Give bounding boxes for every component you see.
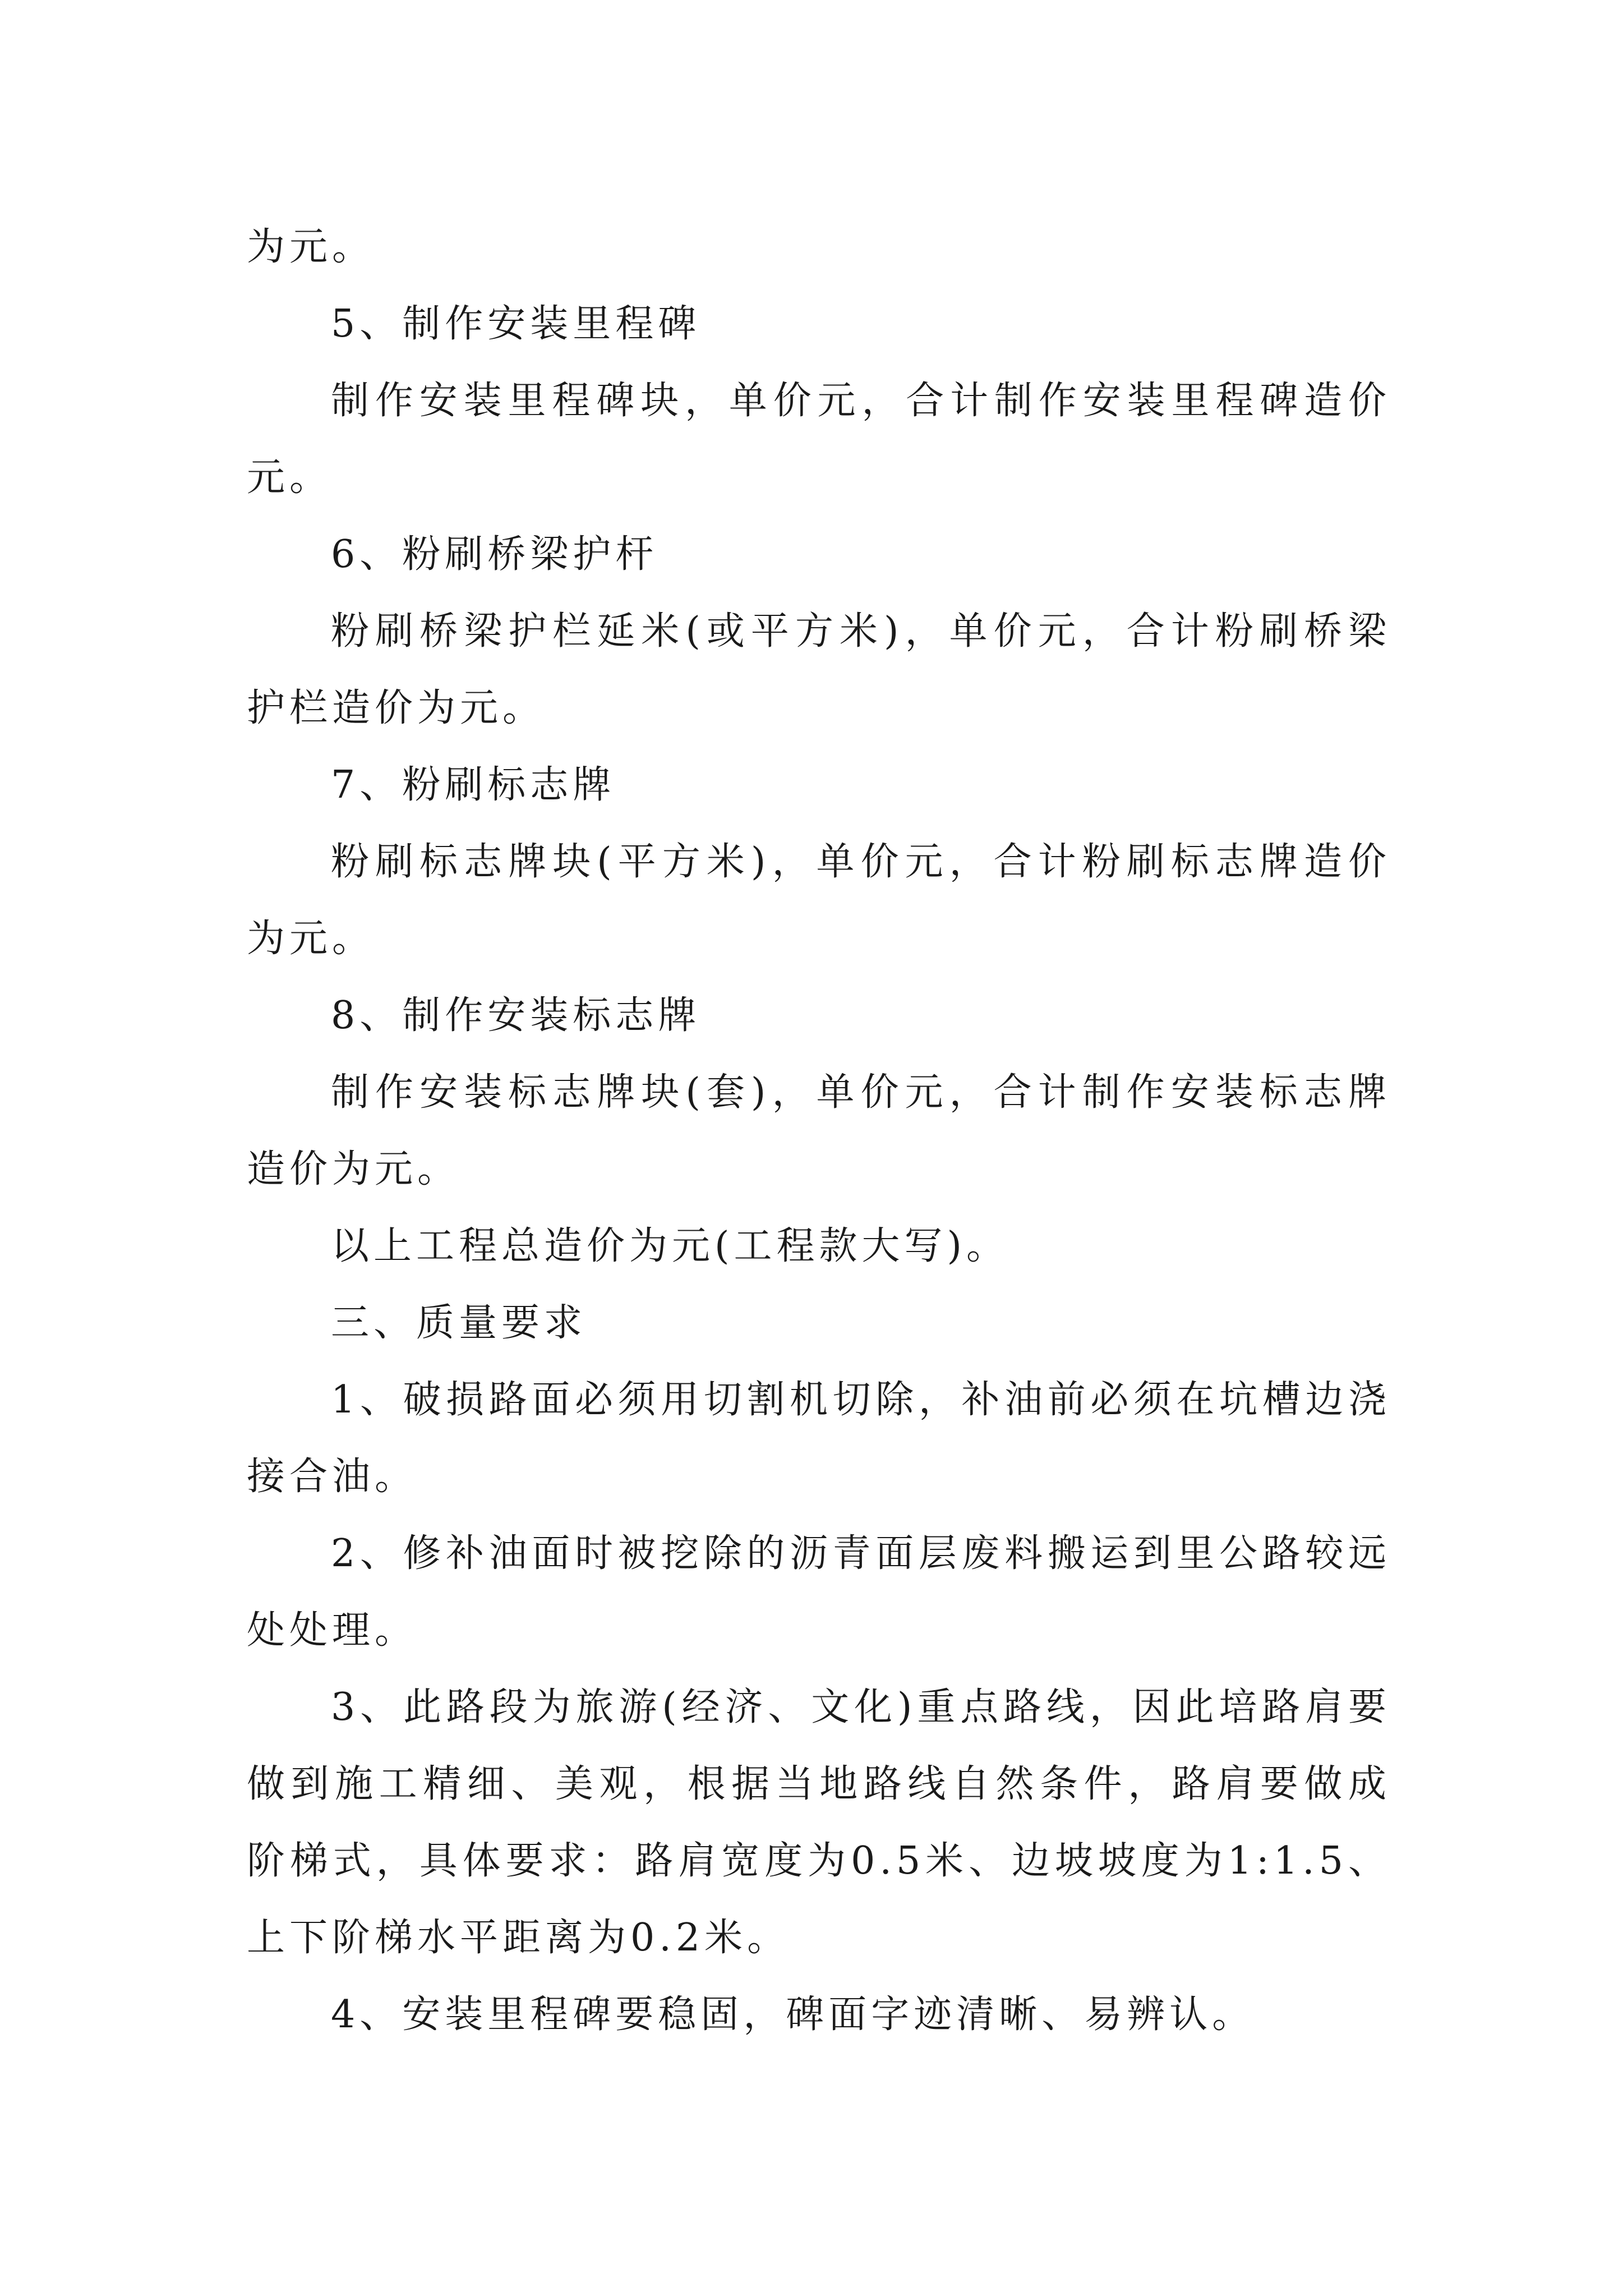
section-heading-quality: 三、质量要求 — [331, 1301, 587, 1345]
quality-item-1: 1、破损路面必须用切割机切除，补油前必须在坑槽边浇接合油。 — [247, 1378, 1391, 1499]
total-cost-paragraph: 以上工程总造价为元(工程款大写)。 — [331, 1224, 1009, 1268]
item-heading-6: 6、粉刷桥梁护杆 — [331, 532, 658, 577]
document-body — [247, 209, 1391, 2053]
item-body-6: 粉刷桥梁护栏延米(或平方米)，单价元，合计粉刷桥梁护栏造价为元。 — [247, 609, 1391, 730]
quality-item-3: 3、此路段为旅游(经济、文化)重点路线，因此培路肩要做到施工精细、美观，根据当地路线自然条件，路肩要做成阶梯式，具体要求：路肩宽度为0.5米、边坡坡度为1:1.5、上下阶梯水平距离为0.2米。 — [247, 1685, 1391, 1960]
item-heading-5: 5、制作安装里程碑 — [331, 302, 701, 346]
item-heading-7: 7、粉刷标志牌 — [331, 763, 616, 807]
item-body-7: 粉刷标志牌块(平方米)，单价元，合计粉刷标志牌造价为元。 — [247, 840, 1391, 961]
paragraph-continuation: 为元。 — [247, 225, 375, 269]
item-heading-8: 8、制作安装标志牌 — [331, 993, 701, 1038]
item-body-5: 制作安装里程碑块，单价元，合计制作安装里程碑造价元。 — [247, 379, 1391, 500]
quality-item-2: 2、修补油面时被挖除的沥青面层废料搬运到里公路较远处处理。 — [247, 1531, 1391, 1653]
item-body-8: 制作安装标志牌块(套)，单价元，合计制作安装标志牌造价为元。 — [247, 1070, 1391, 1191]
quality-item-4: 4、安装里程碑要稳固，碑面字迹清晰、易辨认。 — [331, 1993, 1255, 2037]
